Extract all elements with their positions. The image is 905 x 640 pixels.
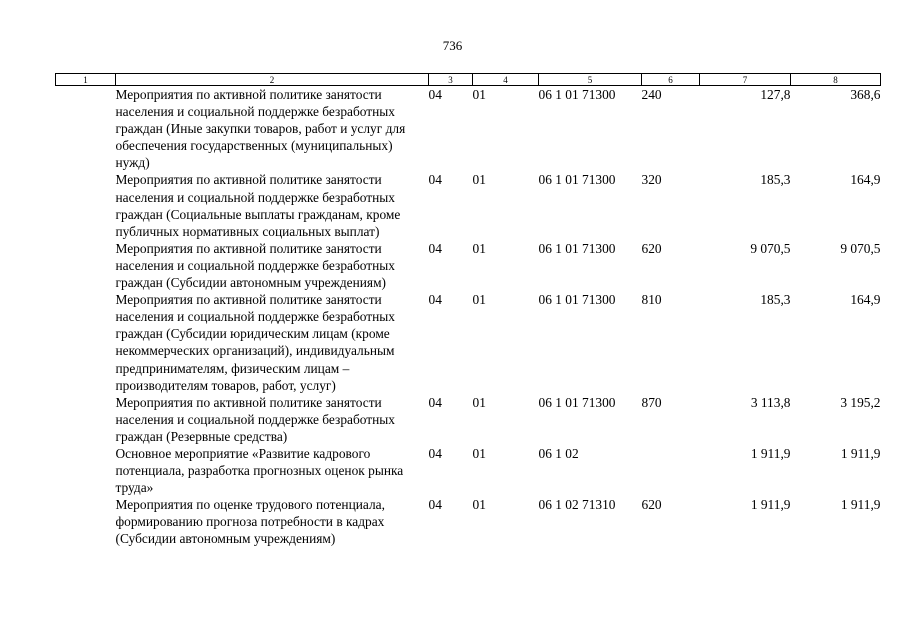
table-row — [56, 445, 881, 496]
budget-table — [55, 73, 881, 548]
table-row — [56, 496, 881, 547]
column-header-6: 6 — [642, 74, 700, 86]
table-row — [56, 86, 881, 172]
row-section-cell: 04 — [428, 240, 442, 256]
page-number: 736 — [442, 38, 463, 53]
row-target-article-cell: 06 1 01 71300 — [538, 292, 616, 308]
row-name-cell: Мероприятия по активной политике занятости населения и социальной поддержке безработных граждан (Иные закупки товаров, работ и услуг для обеспечения государственных (муниципальных) нужд) — [115, 87, 406, 171]
row-section-cell: 04 — [428, 445, 442, 461]
row-expense-type-cell: 620 — [641, 497, 662, 513]
table-row — [56, 171, 881, 239]
column-header-1: 1 — [56, 74, 116, 86]
row-amount-year1-cell: 9 070,5 — [750, 240, 791, 256]
row-amount-year2-cell: 164,9 — [850, 292, 881, 308]
row-target-article-cell: 06 1 01 71300 — [538, 240, 616, 256]
row-target-article-cell: 06 1 02 — [538, 445, 579, 461]
row-subsection-cell: 01 — [472, 87, 486, 102]
row-amount-year2-cell: 9 070,5 — [840, 240, 881, 256]
column-header-7: 7 — [700, 74, 791, 86]
row-expense-type-cell: 620 — [641, 240, 662, 256]
row-subsection-cell: 01 — [472, 240, 486, 256]
column-header-3: 3 — [429, 74, 473, 86]
row-amount-year1-cell: 3 113,8 — [750, 394, 791, 410]
row-expense-type-cell: 320 — [641, 172, 662, 188]
row-subsection-cell: 01 — [472, 497, 486, 513]
row-name-cell: Мероприятия по активной политике занятости населения и социальной поддержке безработных граждан (Субсидии юридическим лицам (кроме некоммерческих организаций), индивидуальным предпринимателям, физическим лицам – производителям товаров, работ, услуг) — [115, 292, 396, 393]
row-name-cell: Мероприятия по активной политике занятости населения и социальной поддержке безработных граждан (Субсидии автономным учреждениям) — [115, 240, 396, 291]
table-body — [56, 86, 881, 548]
row-target-article-cell: 06 1 01 71300 — [538, 394, 616, 410]
row-amount-year2-cell: 1 911,9 — [840, 497, 881, 513]
column-header-5: 5 — [539, 74, 642, 86]
table-row — [56, 240, 881, 291]
table-header — [56, 74, 881, 86]
row-amount-year2-cell: 1 911,9 — [840, 445, 881, 461]
row-section-cell: 04 — [428, 172, 442, 188]
row-amount-year2-cell: 368,6 — [850, 87, 881, 102]
table-row — [56, 394, 881, 445]
column-header-2: 2 — [116, 74, 429, 86]
row-code-cell — [56, 240, 116, 291]
column-number-row — [56, 74, 881, 86]
row-code-cell — [56, 394, 116, 445]
row-target-article-cell: 06 1 01 71300 — [538, 87, 616, 102]
row-code-cell — [56, 171, 116, 239]
row-amount-year2-cell: 3 195,2 — [840, 394, 881, 410]
row-section-cell: 04 — [428, 497, 442, 513]
row-code-cell — [56, 445, 116, 496]
row-expense-type-cell: 240 — [641, 87, 662, 102]
row-subsection-cell: 01 — [472, 394, 486, 410]
column-header-8: 8 — [791, 74, 881, 86]
row-name-cell: Основное мероприятие «Развитие кадрового потенциала, разработка прогнозных оценок рынка труда» — [115, 445, 404, 496]
row-expense-type-cell: 870 — [641, 394, 662, 410]
row-name-cell: Мероприятия по активной политике занятости населения и социальной поддержке безработных граждан (Социальные выплаты гражданам, кроме публичных нормативных социальных выплат) — [115, 172, 401, 239]
row-amount-year1-cell: 127,8 — [760, 87, 791, 102]
row-subsection-cell: 01 — [472, 292, 486, 308]
row-amount-year1-cell: 185,3 — [760, 172, 791, 188]
row-code-cell — [56, 86, 116, 172]
row-section-cell: 04 — [428, 292, 442, 308]
row-subsection-cell: 01 — [472, 172, 486, 188]
row-name-cell: Мероприятия по активной политике занятости населения и социальной поддержке безработных граждан (Резервные средства) — [115, 394, 396, 444]
row-subsection-cell: 01 — [472, 445, 486, 461]
row-code-cell — [56, 291, 116, 394]
row-amount-year1-cell: 185,3 — [760, 292, 791, 308]
row-expense-type-cell — [642, 445, 700, 496]
row-name-cell: Мероприятия по оценке трудового потенциала, формированию прогноза потребности в кадрах (Субсидии автономным учреждениям) — [115, 497, 385, 547]
row-amount-year1-cell: 1 911,9 — [750, 445, 791, 461]
row-target-article-cell: 06 1 01 71300 — [538, 172, 616, 188]
row-code-cell — [56, 496, 116, 547]
row-amount-year1-cell: 1 911,9 — [750, 497, 791, 513]
row-amount-year2-cell: 164,9 — [850, 172, 881, 188]
row-target-article-cell: 06 1 02 71310 — [538, 497, 616, 513]
table-row — [56, 291, 881, 394]
row-expense-type-cell: 810 — [641, 292, 662, 308]
row-section-cell: 04 — [428, 87, 442, 102]
row-section-cell: 04 — [428, 394, 442, 410]
column-header-4: 4 — [473, 74, 539, 86]
